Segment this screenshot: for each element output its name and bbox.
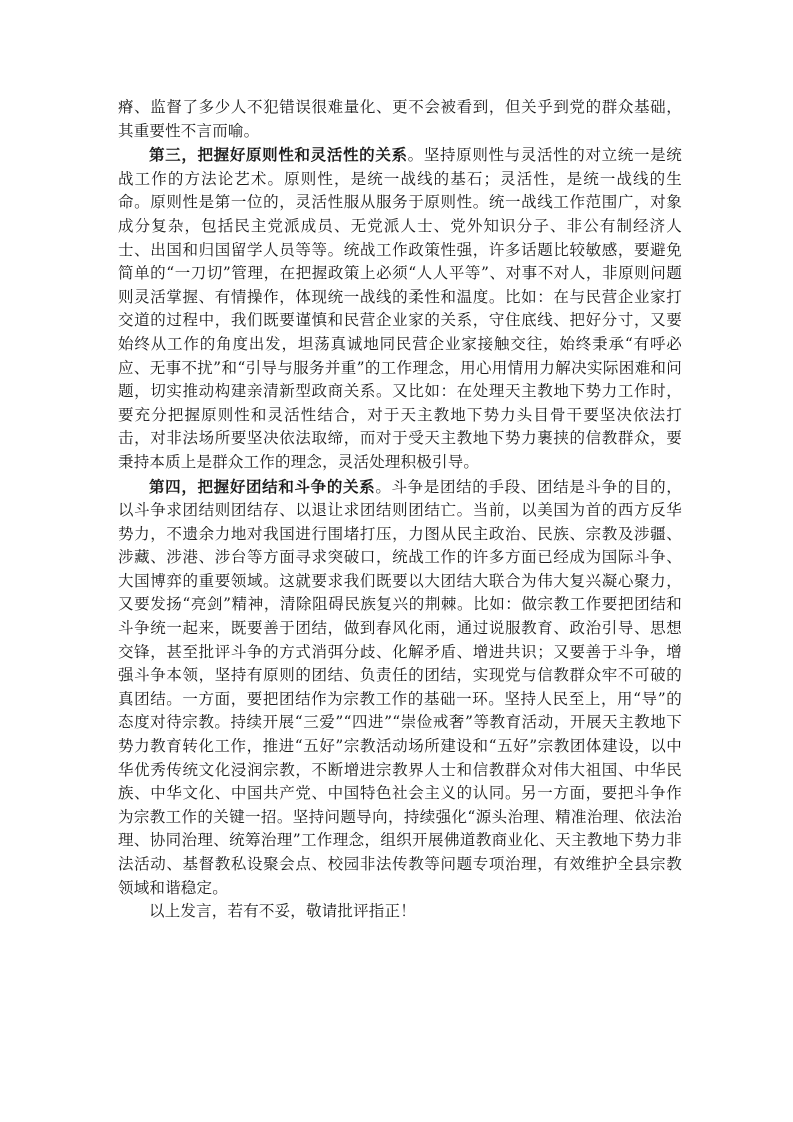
section-4-heading: 第四，把握好团结和斗争的关系	[149, 476, 376, 496]
paragraph-section-3	[118, 143, 682, 474]
section-3-body: 。坚持原则性与灵活性的对立统一是统战工作的方法论艺术。原则性，是统一战线的基石；灵活性，是统一战线的生命。原则性是第一位的，灵活性服从服务于原则性。统一战线工作范围广，对象成分复杂，包括民主党派成员、无党派人士、党外知识分子、非公有制经济人士、出国和归国留学人员等等。统战工作政策性强，许多话题比较敏感，要避免简单的“一刀切”管理，在把握政策上必须“人人平等”、对事不对人，非原则问题则灵活掌握、有情操作，体现统一战线的柔性和温度。比如：在与民营企业家打交道的过程中，我们既要谨慎和民营企业家的关系，守住底线、把好分寸，又要始终从工作的角度出发，坦荡真诚地同民营企业家接触交往，始终秉承“有呼必应、无事不扰”和“引导与服务并重”的工作理念，用心用情用力解决实际困难和问题，切实推动构建亲清新型政商关系。又比如：在处理天主教地下势力工作时，要充分把握原则性和灵活性结合，对于天主教地下势力头目骨干要坚决依法打击，对非法场所要坚决依法取缔，而对于受天主教地下势力裹挟的信教群众，要秉持本质上是群众工作的理念，灵活处理积极引导。	[118, 146, 683, 471]
paragraph-section-4	[118, 475, 682, 901]
document-body	[118, 96, 682, 924]
section-4-body: 。斗争是团结的手段、团结是斗争的目的，以斗争求团结则团结存、以退让求团结则团结亡。当前，以美国为首的西方反华势力，不遗余力地对我国进行围堵打压，力图从民主政治、民族、宗教及涉疆、涉藏、涉港、涉台等方面寻求突破口，统战工作的许多方面已经成为国际斗争、大国博弈的重要领域。这就要求我们既要以大团结大联合为伟大复兴凝心聚力，又要发扬“亮剑”精神，清除阻碍民族复兴的荆棘。比如：做宗教工作要把团结和斗争统一起来，既要善于团结，做到春风化雨，通过说服教育、政治引导、思想交锋，甚至批评斗争的方式消弭分歧、化解矛盾、增进共识；又要善于斗争，增强斗争本领，坚持有原则的团结、负责任的团结，实现党与信教群众牢不可破的真团结。一方面，要把团结作为宗教工作的基础一环。坚持人民至上，用“导”的态度对待宗教。持续开展“三爱”“四进”“崇俭戒奢”等教育活动，开展天主教地下势力教育转化工作，推进“五好”宗教活动场所建设和“五好”宗教团体建设，以中华优秀传统文化浸润宗教，不断增进宗教界人士和信教群众对伟大祖国、中华民族、中华文化、中国共产党、中国特色社会主义的认同。另一方面，要把斗争作为宗教工作的关键一招。坚持问题导向，持续强化“源头治理、精准治理、依法治理、协同治理、统筹治理”工作理念，组织开展佛道教商业化、天主教地下势力非法活动、基督教私设聚会点、校园非法传教等问题专项治理，有效维护全县宗教领域和谐稳定。	[118, 477, 682, 897]
paragraph-continuation: 瘠、监督了多少人不犯错误很难量化、更不会被看到，但关乎到党的群众基础，其重要性不言而喻。	[118, 98, 682, 140]
section-3-heading: 第三，把握好原则性和灵活性的关系	[149, 145, 408, 165]
paragraph-closing: 以上发言，若有不妥，敬请批评指正！	[149, 902, 416, 921]
